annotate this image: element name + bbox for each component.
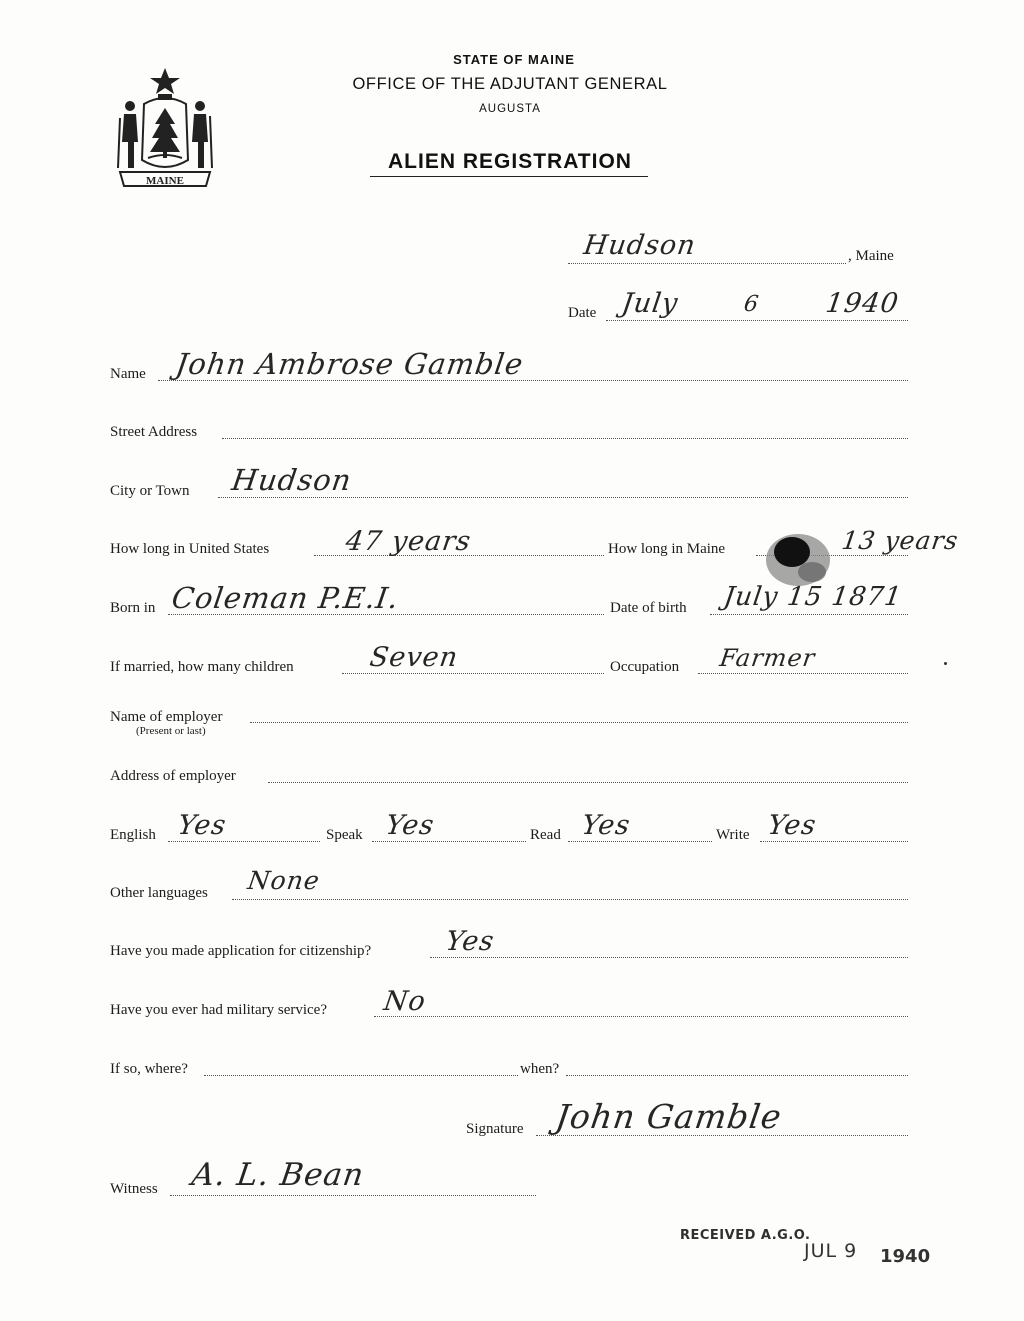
- children-value[interactable]: Seven: [367, 642, 461, 673]
- years-maine-label: How long in Maine: [608, 541, 726, 557]
- dob-label: Date of birth: [610, 600, 687, 616]
- employer-line: [250, 722, 908, 723]
- title-underline: [370, 176, 648, 177]
- write-line: [760, 841, 908, 842]
- signature-value[interactable]: John Gamble: [553, 1097, 785, 1136]
- date-line: [606, 320, 908, 321]
- occupation-label: Occupation: [610, 659, 680, 675]
- other-languages-label: Other languages: [110, 885, 208, 901]
- read-line: [568, 841, 712, 842]
- date-year[interactable]: 1940: [823, 288, 901, 319]
- military-value[interactable]: No: [381, 986, 429, 1017]
- employer-address-line: [268, 782, 908, 783]
- born-in-value[interactable]: Coleman P.E.I.: [169, 581, 402, 615]
- where-label: If so, where?: [110, 1061, 188, 1077]
- town-value[interactable]: Hudson: [581, 230, 698, 261]
- state-heading: STATE OF MAINE: [453, 52, 575, 67]
- read-value[interactable]: Yes: [579, 810, 633, 841]
- citizenship-line: [430, 957, 908, 958]
- city-label: City or Town: [110, 483, 190, 499]
- name-value[interactable]: John Ambrose Gamble: [173, 347, 526, 381]
- english-value[interactable]: Yes: [175, 810, 229, 841]
- office-heading: OFFICE OF THE ADJUTANT GENERAL: [352, 75, 668, 93]
- other-languages-value[interactable]: None: [245, 866, 322, 895]
- occupation-value[interactable]: Farmer: [718, 644, 818, 672]
- when-label: when?: [520, 1061, 560, 1077]
- write-value[interactable]: Yes: [765, 810, 819, 841]
- english-line: [168, 841, 320, 842]
- years-us-value[interactable]: 47 years: [343, 526, 474, 557]
- signature-label: Signature: [466, 1121, 524, 1137]
- english-label: English: [110, 827, 156, 843]
- ink-stain: [764, 530, 832, 588]
- military-label: Have you ever had military service?: [110, 1002, 327, 1018]
- when-line: [566, 1075, 908, 1076]
- received-stamp-year: 1940: [880, 1246, 931, 1267]
- date-label: Date: [568, 305, 597, 321]
- seal-label: MAINE: [146, 175, 184, 187]
- where-line: [204, 1075, 518, 1076]
- occupation-line: [698, 673, 908, 674]
- street-line: [222, 438, 908, 439]
- dob-line: [710, 614, 908, 615]
- maine-seal-icon: [112, 64, 218, 192]
- citizenship-value[interactable]: Yes: [443, 926, 497, 957]
- military-line: [374, 1016, 908, 1017]
- citizenship-label: Have you made application for citizenship?: [110, 943, 372, 959]
- date-month[interactable]: July: [619, 288, 681, 319]
- write-label: Write: [716, 827, 750, 843]
- ink-speck: [944, 662, 947, 665]
- name-label: Name: [110, 366, 146, 382]
- employer-address-label: Address of employer: [110, 768, 236, 784]
- speak-value[interactable]: Yes: [383, 810, 437, 841]
- received-stamp: RECEIVED A.G.O.: [680, 1228, 811, 1243]
- children-line: [342, 673, 604, 674]
- born-in-label: Born in: [110, 600, 156, 616]
- date-day[interactable]: 6: [742, 292, 761, 317]
- city-heading: AUGUSTA: [479, 103, 541, 115]
- form-title: ALIEN REGISTRATION: [388, 150, 632, 173]
- town-line: [568, 263, 846, 264]
- witness-value[interactable]: A. L. Bean: [189, 1157, 367, 1193]
- speak-label: Speak: [326, 827, 363, 843]
- years-us-label: How long in United States: [110, 541, 270, 557]
- dob-value[interactable]: July 15 1871: [721, 582, 905, 612]
- received-stamp-date: JUL 9: [804, 1240, 858, 1262]
- witness-label: Witness: [110, 1181, 158, 1197]
- years-maine-value[interactable]: 13 years: [839, 526, 961, 555]
- street-label: Street Address: [110, 424, 198, 440]
- state-suffix-label: , Maine: [848, 248, 894, 264]
- city-value[interactable]: Hudson: [229, 463, 355, 497]
- read-label: Read: [530, 827, 561, 843]
- city-line: [218, 497, 908, 498]
- speak-line: [372, 841, 526, 842]
- employer-label: Name of employer: [110, 709, 223, 725]
- employer-sublabel: (Present or last): [136, 725, 206, 737]
- other-languages-line: [232, 899, 908, 900]
- witness-line: [170, 1195, 536, 1196]
- children-label: If married, how many children: [110, 659, 294, 675]
